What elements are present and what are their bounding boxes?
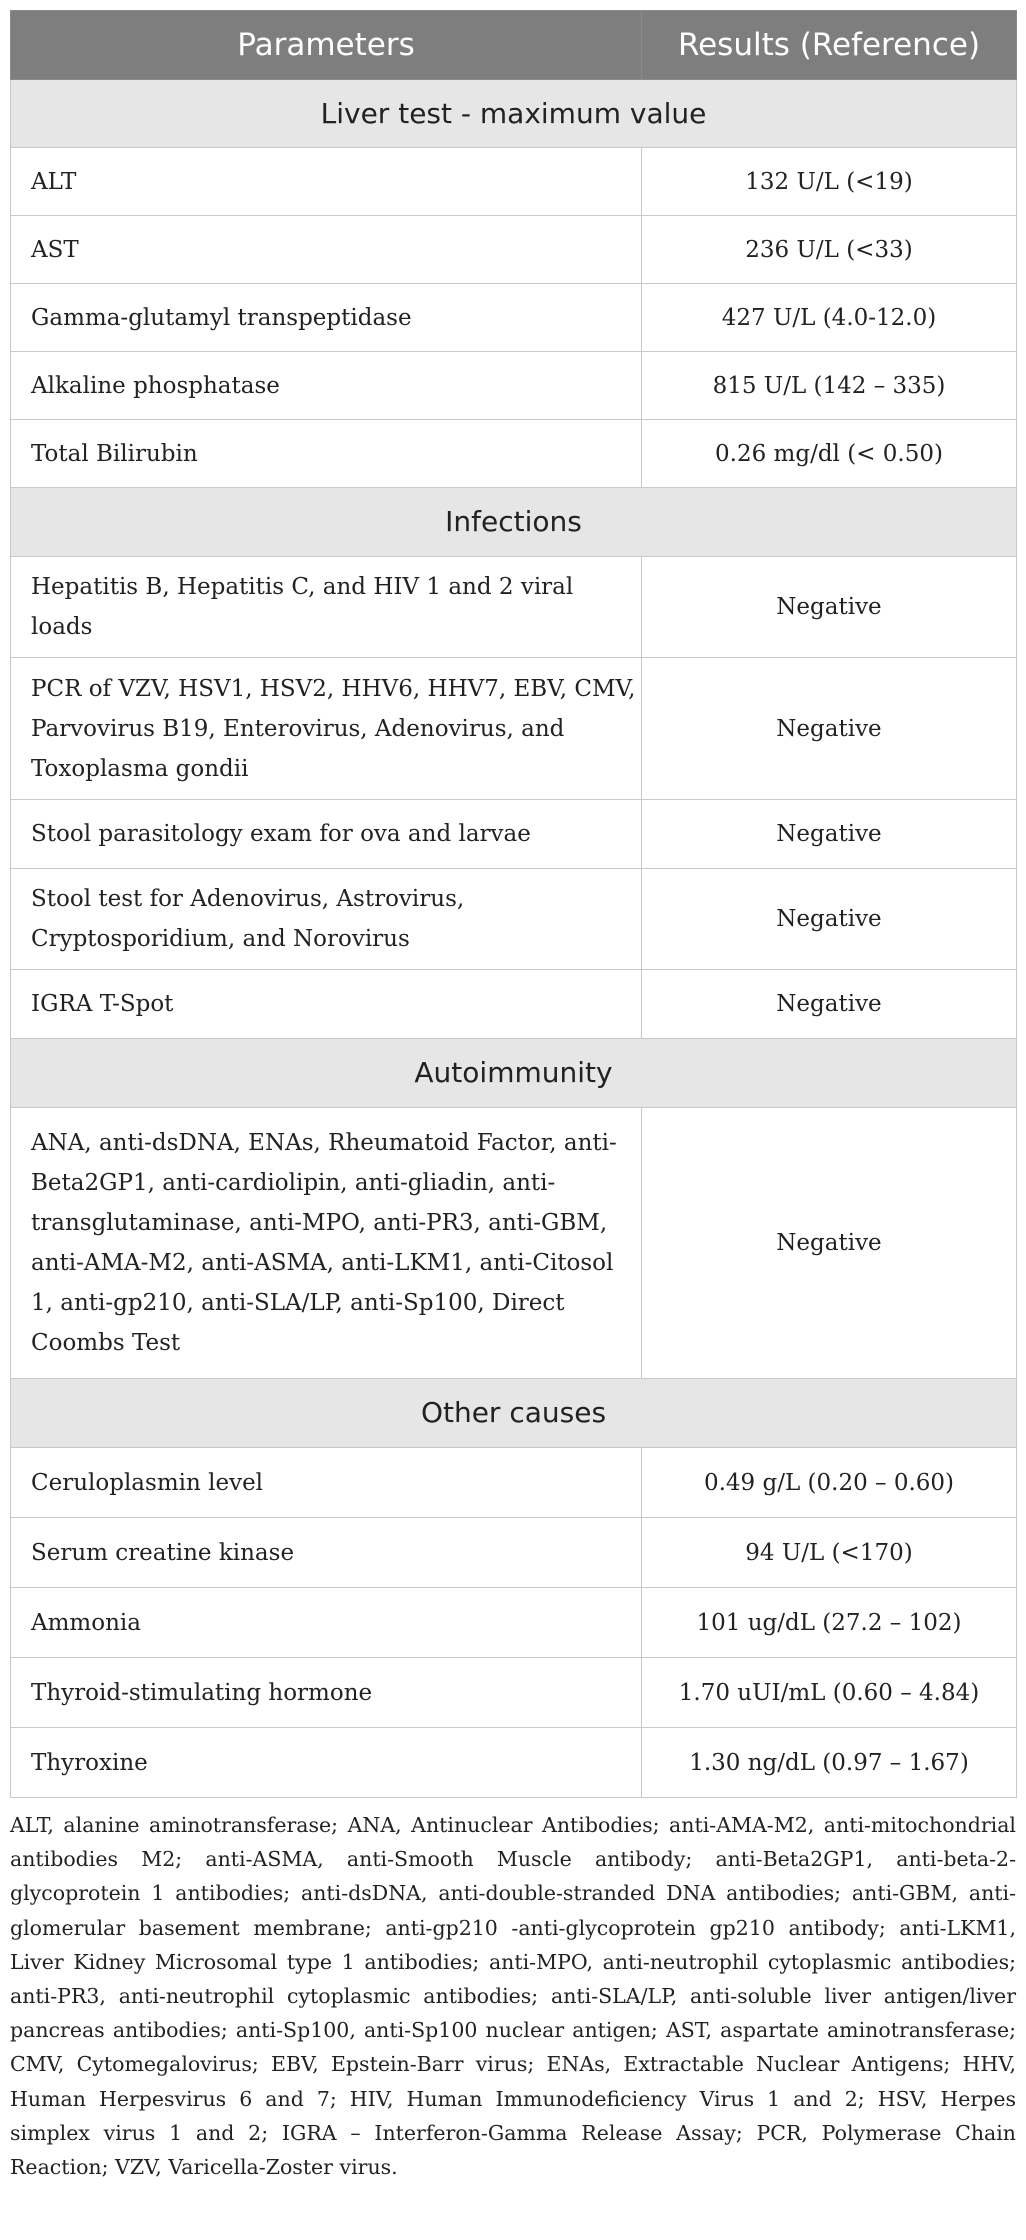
- table-row: [11, 1658, 1017, 1728]
- param-cell: ANA, anti-dsDNA, ENAs, Rheumatoid Factor, anti-Beta2GP1, anti-cardiolipin, anti-gliadin, anti-transglutaminase, anti-MPO, anti-PR3, anti-GBM, anti-AMA-M2, anti-ASMA, anti-LKM1, anti-Citosol 1, anti-gp210, anti-SLA/LP, anti-Sp100, Direct Coombs Test: [11, 1108, 642, 1379]
- table-row: [11, 1108, 1017, 1379]
- result-cell: Negative: [642, 800, 1017, 869]
- table-row: [11, 1448, 1017, 1518]
- result-cell: 0.49 g/L (0.20 – 0.60): [642, 1448, 1017, 1518]
- table-footnote: ALT, alanine aminotransferase; ANA, Antinuclear Antibodies; anti-AMA-M2, anti-mitochondrial antibodies M2; anti-ASMA, anti-Smooth Muscle antibody; anti-Beta2GP1, anti-beta-2-glycoprotein 1 antibodies; anti-dsDNA, anti-double-stranded DNA antibodies; anti-GBM, anti-glomerular basement membrane; anti-gp210 -anti-glycoprotein gp210 antibody; anti-LKM1, Liver Kidney Microsomal type 1 antibodies; anti-MPO, anti-neutrophil cytoplasmic antibodies; anti-PR3, anti-neutrophil cytoplasmic antibodies; anti-SLA/LP, anti-soluble liver antigen/liver pancreas antibodies; anti-Sp100, anti-Sp100 nuclear antigen; AST, aspartate aminotransferase; CMV, Cytomegalovirus; EBV, Epstein-Barr virus; ENAs, Extractable Nuclear Antigens; HHV, Human Herpesvirus 6 and 7; HIV, Human Immunodeficiency Virus 1 and 2; HSV, Herpes simplex virus 1 and 2; IGRA – Interferon-Gamma Release Assay; PCR, Polymerase Chain Reaction; VZV, Varicella-Zoster virus.: [10, 1813, 1016, 2180]
- document: [10, 10, 1016, 2184]
- result-cell: Negative: [642, 658, 1017, 800]
- result-cell: Negative: [642, 869, 1017, 970]
- section-title: Infections: [11, 488, 1017, 557]
- table-row: [11, 658, 1017, 800]
- section-row-infections: [11, 488, 1017, 557]
- section-title: Other causes: [11, 1379, 1017, 1448]
- param-cell: Serum creatine kinase: [11, 1518, 642, 1588]
- header-parameters: Parameters: [11, 11, 642, 80]
- table-row: [11, 216, 1017, 284]
- table-row: [11, 557, 1017, 658]
- result-cell: 94 U/L (<170): [642, 1518, 1017, 1588]
- table-row: [11, 1518, 1017, 1588]
- result-cell: 236 U/L (<33): [642, 216, 1017, 284]
- param-cell: IGRA T-Spot: [11, 970, 642, 1039]
- table-row: [11, 970, 1017, 1039]
- result-cell: 815 U/L (142 – 335): [642, 352, 1017, 420]
- result-cell: 0.26 mg/dl (< 0.50): [642, 420, 1017, 488]
- result-cell: 1.30 ng/dL (0.97 – 1.67): [642, 1728, 1017, 1798]
- header-results: Results (Reference): [642, 11, 1017, 80]
- param-cell: Stool test for Adenovirus, Astrovirus, Cryptosporidium, and Norovirus: [11, 869, 642, 970]
- result-cell: 427 U/L (4.0-12.0): [642, 284, 1017, 352]
- param-cell: Thyroxine: [11, 1728, 642, 1798]
- result-cell: Negative: [642, 1108, 1017, 1379]
- param-cell: Hepatitis B, Hepatitis C, and HIV 1 and 2 viral loads: [11, 557, 642, 658]
- param-cell: Gamma-glutamyl transpeptidase: [11, 284, 642, 352]
- table-row: [11, 420, 1017, 488]
- section-row-other-causes: [11, 1379, 1017, 1448]
- param-cell: Alkaline phosphatase: [11, 352, 642, 420]
- param-cell: ALT: [11, 148, 642, 216]
- result-cell: 1.70 uUI/mL (0.60 – 4.84): [642, 1658, 1017, 1728]
- section-row-liver: [11, 80, 1017, 148]
- table-row: [11, 1728, 1017, 1798]
- param-cell: Stool parasitology exam for ova and larvae: [11, 800, 642, 869]
- result-cell: 132 U/L (<19): [642, 148, 1017, 216]
- table-row: [11, 352, 1017, 420]
- table-header-row: [11, 11, 1017, 80]
- table-row: [11, 1588, 1017, 1658]
- param-cell: Ammonia: [11, 1588, 642, 1658]
- param-cell: PCR of VZV, HSV1, HSV2, HHV6, HHV7, EBV, CMV, Parvovirus B19, Enterovirus, Adenovirus, and Toxoplasma gondii: [11, 658, 642, 800]
- table-row: [11, 800, 1017, 869]
- result-cell: Negative: [642, 557, 1017, 658]
- section-title: Autoimmunity: [11, 1039, 1017, 1108]
- table-row: [11, 148, 1017, 216]
- lab-results-table: [10, 10, 1017, 1798]
- section-row-autoimmunity: [11, 1039, 1017, 1108]
- param-cell: Ceruloplasmin level: [11, 1448, 642, 1518]
- result-cell: 101 ug/dL (27.2 – 102): [642, 1588, 1017, 1658]
- param-cell: Thyroid-stimulating hormone: [11, 1658, 642, 1728]
- param-cell: AST: [11, 216, 642, 284]
- section-title: Liver test - maximum value: [11, 80, 1017, 148]
- table-row: [11, 284, 1017, 352]
- param-cell: Total Bilirubin: [11, 420, 642, 488]
- table-row: [11, 869, 1017, 970]
- result-cell: Negative: [642, 970, 1017, 1039]
